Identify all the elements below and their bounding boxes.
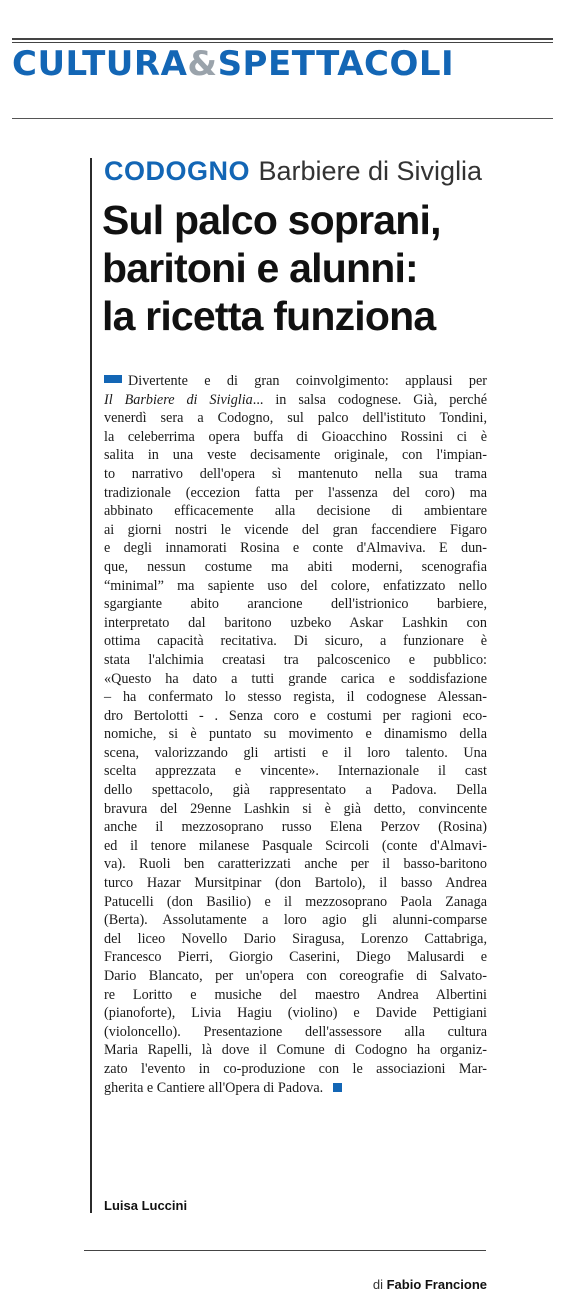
kicker-place: CODOGNO — [104, 156, 251, 186]
body-line — [104, 1079, 487, 1098]
body-line — [104, 539, 487, 558]
body-line-text: Maria Rapelli, là dove il Comune di Codogno ha organiz- — [104, 1042, 487, 1059]
body-line-text: to narrativo dell'opera sì mantenuto nella sua trama — [104, 465, 487, 482]
body-line — [104, 800, 487, 819]
body-line — [104, 930, 487, 949]
body-line-text: scelta apprezzata e vincente». Internazionale il cast — [104, 763, 487, 780]
body-line — [104, 1023, 487, 1042]
body-line-text: va). Ruoli ben caratterizzati anche per il basso-baritono — [104, 856, 487, 873]
body-line-text: turco Hazar Mursitpinar (don Bartolo), il basso Andrea — [104, 875, 487, 892]
section-title-part2: SPETTACOLI — [217, 44, 455, 84]
body-line — [104, 874, 487, 893]
body-line-text: Francesco Pierri, Giorgio Caserini, Diego Malusardi e — [104, 949, 487, 966]
body-line — [104, 502, 487, 521]
body-line-text: bravura del 29enne Lashkin si è già detto, convincente — [104, 800, 487, 817]
body-line-text: tradizionale (eccezion fatta per l'assenza del coro) ma — [104, 484, 487, 501]
body-line — [104, 893, 487, 912]
body-line-text: anche il mezzosoprano russo Elena Perzov (Rosina) — [104, 819, 487, 836]
section-divider — [12, 118, 553, 119]
body-line — [104, 855, 487, 874]
body-line — [104, 577, 487, 596]
body-line — [104, 837, 487, 856]
body-line-text: abbinato efficacemente alla decisione di ambientare — [104, 503, 487, 520]
section-title-ampersand: & — [187, 44, 218, 84]
headline-line-1: Sul palco soprani, — [102, 197, 441, 243]
body-line-text: que, nessun costume ma abiti moderni, scenografia — [104, 558, 487, 575]
end-marker-icon — [333, 1083, 342, 1092]
body-line-text: Divertente e di gran coinvolgimento: applausi per — [128, 373, 487, 389]
body-line-text: zato l'evento in co-produzione con le associazioni Mar- — [104, 1060, 487, 1077]
bottom-rule — [84, 1250, 486, 1251]
body-line — [104, 614, 487, 633]
body-line — [104, 762, 487, 781]
body-line-text: scena, valorizzando gli artisti e il loro talento. Una — [104, 744, 487, 761]
kicker — [104, 156, 482, 187]
body-line — [104, 595, 487, 614]
section-title — [12, 44, 552, 84]
body-line — [104, 651, 487, 670]
body-line-text: (violoncello). Presentazione dell'assessore alla cultura — [104, 1023, 487, 1040]
body-line — [104, 818, 487, 837]
body-line — [104, 484, 487, 503]
body-line-text: sgargiante abito arancione dell'istrionico barbiere, — [104, 596, 487, 613]
body-line-text: e degli innamorati Rosina e conte d'Almaviva. E dun- — [104, 540, 487, 557]
body-line-text: (Berta). Assolutamente a loro agio gli alunni-comparse — [104, 912, 487, 929]
opera-title: Il Barbiere di Siviglia — [104, 391, 253, 408]
body-line-first — [104, 372, 487, 391]
body-line-text: Dario Blancato, per un'opera con coreografie di Salvato- — [104, 968, 487, 984]
body-line-text: dro Bertolotti - . Senza coro e costumi per ragioni eco- — [104, 707, 487, 724]
body-line — [104, 446, 487, 465]
body-line-text: venerdì sera a Codogno, sul palco dell'istituto Tondini, — [104, 410, 487, 427]
headline — [102, 196, 542, 340]
body-line — [104, 911, 487, 930]
kicker-topic: Barbiere di Siviglia — [258, 156, 483, 186]
body-line-text: gherita e Cantiere all'Opera di Padova. — [104, 1079, 324, 1096]
body-line — [104, 1041, 487, 1060]
body-line — [104, 1060, 487, 1079]
body-line-text: ... in salsa codognese. Già, perché — [252, 391, 487, 408]
body-line-text: ottima capacità recitativa. Di sicuro, a funzionare è — [104, 633, 487, 650]
byline-prefix: di — [372, 1277, 383, 1292]
body-line-text: ed il tenore milanese Pasquale Scircoli (conte d'Almavi- — [104, 837, 487, 854]
byline-name: Fabio Francione — [386, 1277, 487, 1292]
body-line — [104, 428, 487, 447]
body-line — [104, 670, 487, 689]
headline-line-2: baritoni e alunni: — [102, 245, 418, 291]
body-line-text: nomiche, si è puntato su movimento e dinamismo della — [104, 726, 487, 743]
body-line — [104, 409, 487, 428]
article-left-bar — [90, 158, 92, 1213]
article-body — [104, 372, 487, 1097]
body-line-text: interpretato dal baritono uzbeko Askar Lashkin con — [104, 614, 487, 631]
body-line-text: – ha confermato lo stesso regista, il codognese Alessan- — [104, 689, 487, 706]
author: Luisa Luccini — [104, 1198, 188, 1213]
body-line-text: ai giorni nostri le vicende del gran faccendiere Figaro — [104, 521, 487, 538]
body-line — [104, 688, 487, 707]
body-line-text: “minimal” ma sapiente uso del colore, enfatizzato nello — [104, 577, 487, 594]
body-line — [104, 744, 487, 763]
top-double-rule-inner — [12, 42, 553, 43]
body-line — [104, 986, 487, 1005]
body-line-text: del liceo Novello Dario Siragusa, Lorenzo Cattabriga, — [104, 930, 487, 947]
body-line — [104, 781, 487, 800]
body-line-text: (pianoforte), Livia Hagiu (violino) e Davide Pettigiani — [104, 1005, 487, 1022]
body-line-text: salita in una veste decisamente originale, con l'impian- — [104, 447, 487, 464]
body-line-title — [104, 391, 487, 410]
body-line — [104, 948, 487, 967]
body-line-text: re Loritto e musiche del maestro Andrea Albertini — [104, 986, 487, 1003]
body-line — [104, 967, 487, 986]
body-line-text: la celeberrima opera buffa di Gioacchino Rossini ci è — [104, 428, 487, 445]
body-line — [104, 632, 487, 651]
top-double-rule — [12, 38, 553, 40]
body-line-text: stata l'alchimia creatasi tra palcoscenico e pubblico: — [104, 651, 487, 668]
body-line — [104, 707, 487, 726]
body-line-text: Patucelli (don Basilio) e il mezzosoprano Paola Zanaga — [104, 893, 487, 910]
headline-line-3: la ricetta funziona — [102, 293, 436, 339]
byline — [373, 1277, 487, 1292]
body-line — [104, 521, 487, 540]
body-line — [104, 1004, 487, 1023]
body-line-text: «Questo ha dato a tutti grande carica e soddisfazione — [104, 670, 487, 687]
paragraph-marker-icon — [104, 375, 122, 383]
body-line — [104, 558, 487, 577]
body-line — [104, 725, 487, 744]
section-title-part1: CULTURA — [12, 44, 188, 84]
body-line-text: dello spettacolo, già rappresentato a Padova. Della — [104, 782, 487, 799]
body-line — [104, 465, 487, 484]
